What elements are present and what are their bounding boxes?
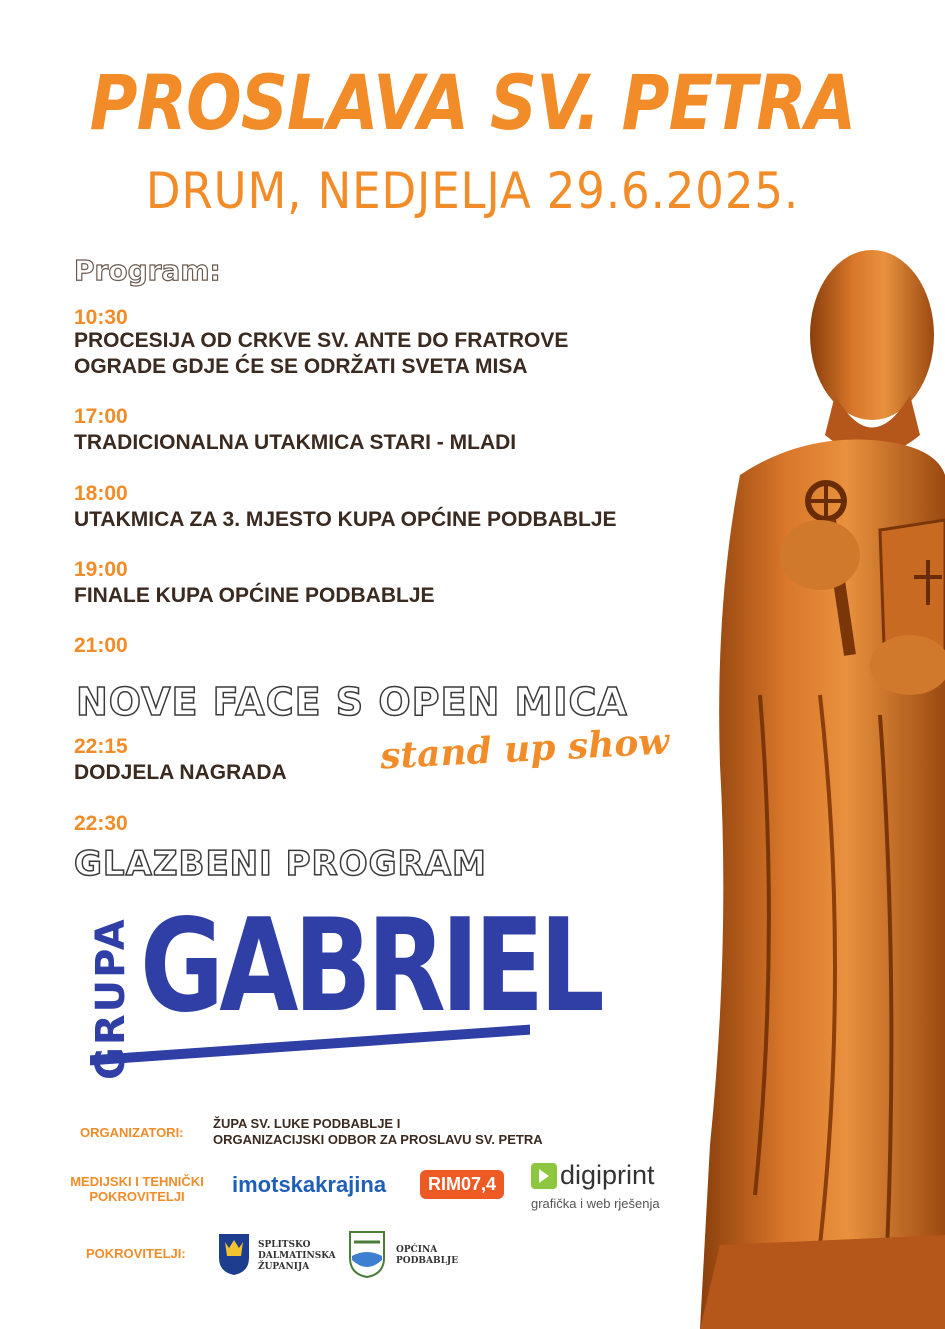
sponsor2-name: [396, 1245, 458, 1267]
sponsor2-line: OPĆINA: [396, 1245, 438, 1255]
program-time: 17:00: [74, 405, 128, 428]
program-description: DODJELA NAGRADA: [74, 761, 287, 784]
program-description: OGRADE GDJE ĆE SE ODRŽATI SVETA MISA: [74, 355, 528, 378]
program-time: 22:15: [74, 735, 128, 758]
splitsko-dalmatinska-crest: [217, 1232, 251, 1276]
standup-headline: NOVE FACE S OPEN MICA: [76, 680, 628, 724]
program-time: 19:00: [74, 558, 128, 581]
organizers-line: ORGANIZACIJSKI ODBOR ZA PROSLAVU SV. PETRA: [213, 1132, 543, 1147]
sponsors-label: POKROVITELJI:: [86, 1246, 186, 1261]
media-sponsors-label: [62, 1174, 212, 1204]
digiprint-tagline: grafička i web rješenja: [531, 1196, 660, 1211]
media-label-line: MEDIJSKI I TEHNIČKI: [70, 1174, 204, 1189]
rim-logo: RIM07,4: [420, 1170, 504, 1199]
program-time: 21:00: [74, 634, 128, 657]
program-time: 10:30: [74, 306, 128, 329]
music-headline: GLAZBENI PROGRAM: [74, 844, 487, 884]
program-time: 22:30: [74, 812, 128, 835]
opcina-podbablje-crest: [348, 1230, 386, 1278]
program-description: PROCESIJA OD CRKVE SV. ANTE DO FRATROVE: [74, 329, 569, 352]
band-prefix: GRUPA: [88, 917, 134, 1080]
standup-script: stand up show: [379, 720, 671, 778]
sponsor2-line: PODBABLJE: [396, 1256, 459, 1266]
program-description: FINALE KUPA OPĆINE PODBABLJE: [74, 584, 435, 607]
program-heading: Program:: [74, 254, 221, 287]
program-time: 18:00: [74, 482, 128, 505]
sponsor1-name: [258, 1240, 336, 1273]
media-label-line: POKROVITELJI: [89, 1189, 185, 1204]
imotskakrajina-logo: imotskakrajina: [232, 1172, 387, 1197]
digiprint-logo-icon: [531, 1163, 557, 1189]
organizers-label: ORGANIZATORI:: [80, 1125, 184, 1140]
sponsor1-line: ŽUPANIJA: [258, 1262, 310, 1272]
digiprint-logo: digiprint: [560, 1160, 655, 1190]
page-title: PROSLAVA SV. PETRA: [89, 58, 856, 147]
band-name: GABRIEL: [140, 892, 600, 1041]
program-description: TRADICIONALNA UTAKMICA STARI - MLADI: [74, 431, 517, 454]
sponsor1-line: SPLITSKO: [258, 1240, 311, 1250]
organizers-line: ŽUPA SV. LUKE PODBABLJE I: [213, 1116, 401, 1131]
event-subtitle: DRUM, NEDJELJA 29.6.2025.: [145, 162, 800, 220]
st-peter-statue-image: [700, 245, 945, 1329]
sponsor1-line: DALMATINSKA: [258, 1251, 336, 1261]
program-description: UTAKMICA ZA 3. MJESTO KUPA OPĆINE PODBABLJE: [74, 508, 617, 531]
